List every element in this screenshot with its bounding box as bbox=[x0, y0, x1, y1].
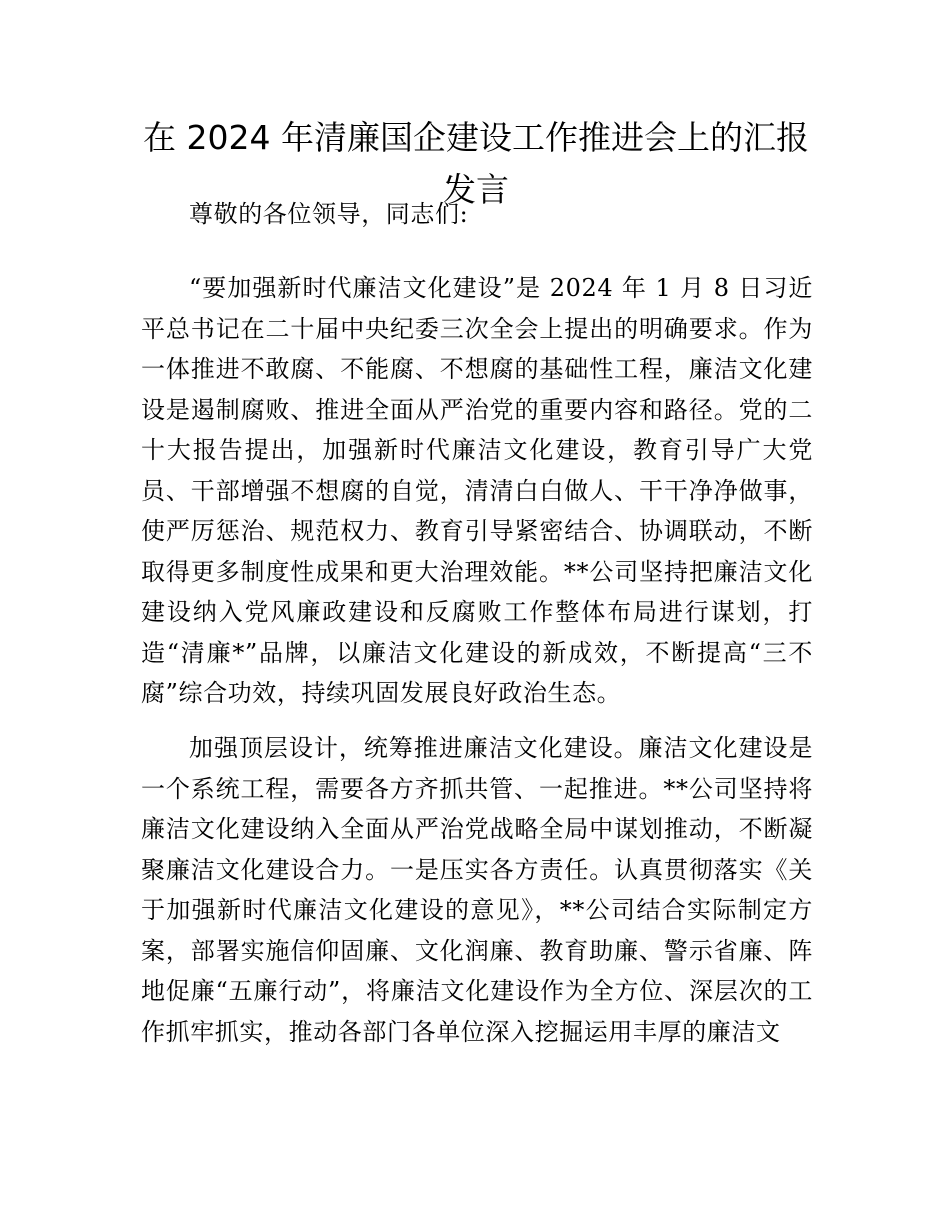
salutation: 尊敬的各位领导，同志们: bbox=[189, 200, 469, 228]
paragraph-1: “要加强新时代廉洁文化建设”是 2024 年 1 月 8 日习近平总书记在二十届中央纪委三次全会上提出的明确要求。作为一体推进不敢腐、不能腐、不想腐的基础性工程，廉洁文化建设是遏制腐败、推进全面从严治党的重要内容和路径。党的二十大报告提出，加强新时代廉洁文化建设，教育引导广大党员、干部增强不想腐的自觉，清清白白做人、干干净净做事，使严厉惩治、规范权力、教育引导紧密结合、协调联动，不断取得更多制度性成果和更大治理效能。**公司坚持把廉洁文化建设纳入党风廉政建设和反腐败工作整体布局进行谋划，打造“清廉*”品牌，以廉洁文化建设的新成效，不断提高“三不腐”综合功效，持续巩固发展良好政治生态。 bbox=[141, 274, 813, 707]
paragraph-2: 加强顶层设计，统筹推进廉洁文化建设。廉洁文化建设是一个系统工程，需要各方齐抓共管、一起推进。**公司坚持将廉洁文化建设纳入全面从严治党战略全局中谋划推动，不断凝聚廉洁文化建设合力。一是压实各方责任。认真贯彻落实《关于加强新时代廉洁文化建设的意见》，**公司结合实际制定方案，部署实施信仰固廉、文化润廉、教育助廉、警示省廉、阵地促廉“五廉行动”，将廉洁文化建设作为全方位、深层次的工作抓牢抓实，推动各部门各单位深入挖掘运用丰厚的廉洁文 bbox=[141, 734, 813, 1046]
document-title: 在 2024 年清廉国企建设工作推进会上的汇报发言 bbox=[143, 118, 809, 209]
